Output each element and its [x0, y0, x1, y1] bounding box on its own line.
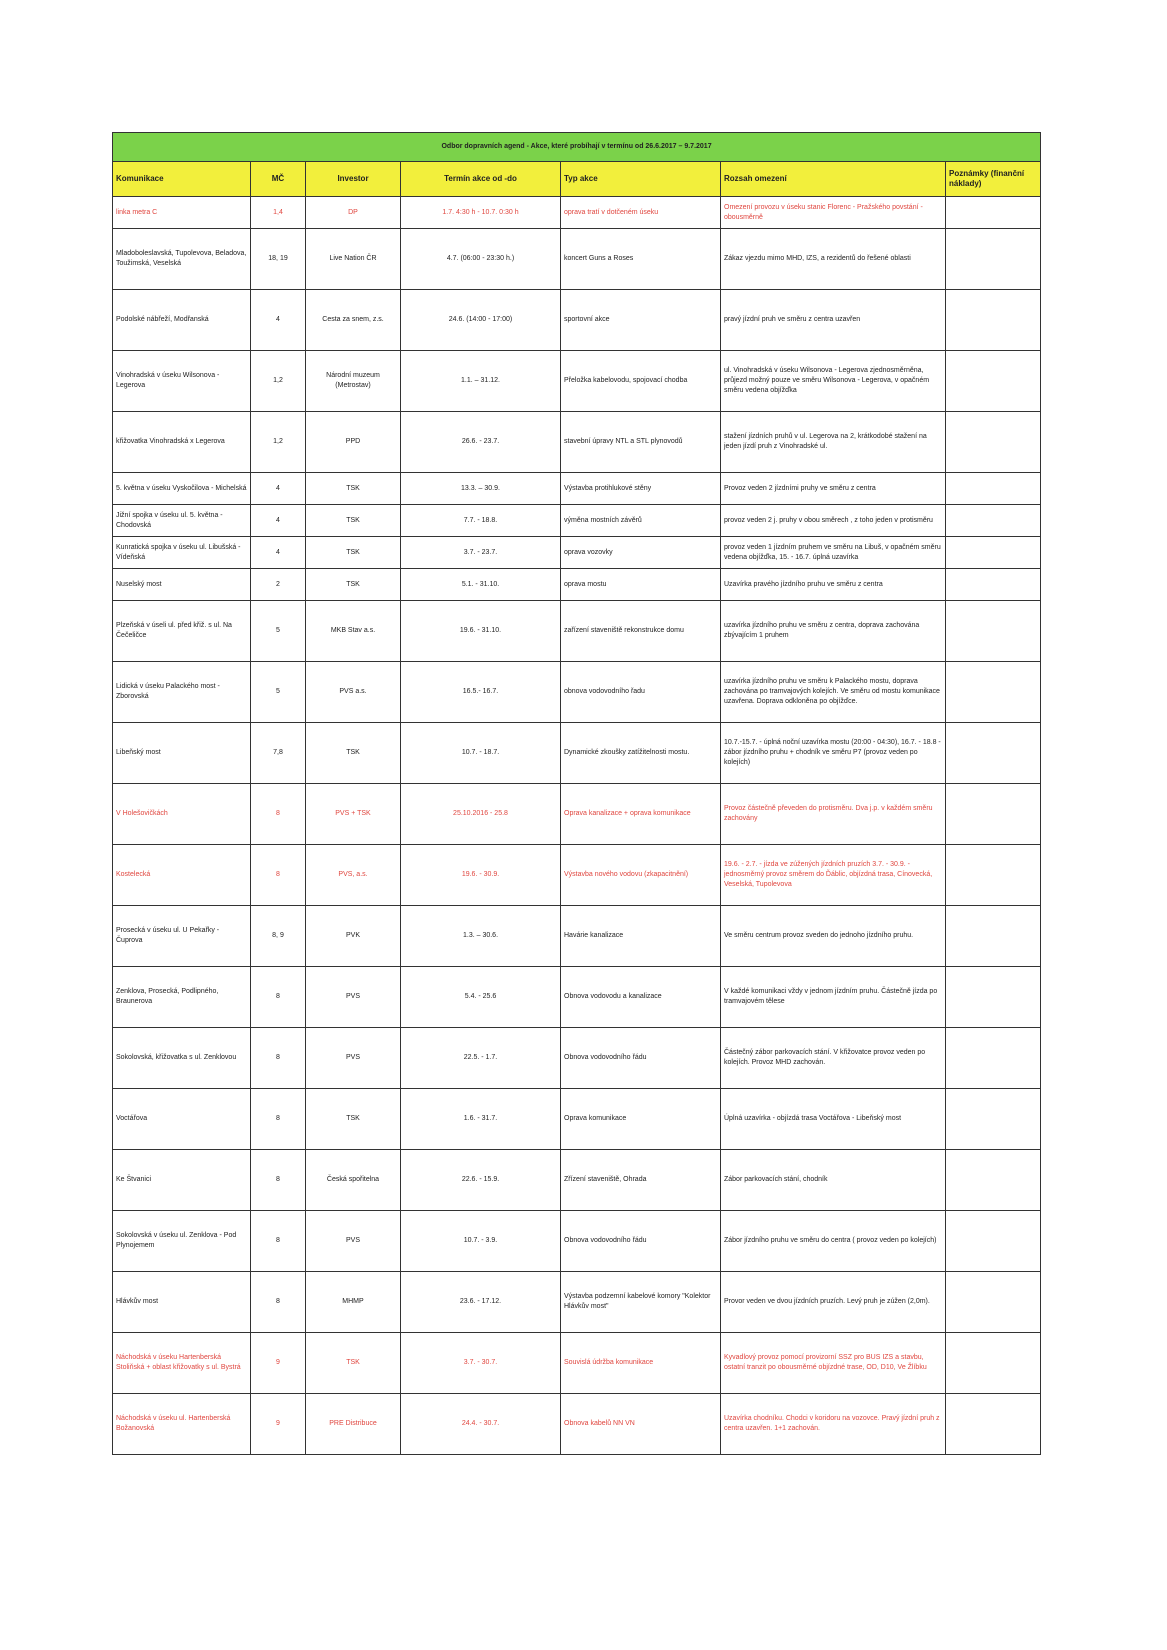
table-cell: 5.1. - 31.10.	[401, 569, 561, 601]
table-cell: uzavírka jízdního pruhu ve směru z centra, doprava zachována zbývajícím 1 pruhem	[721, 601, 946, 662]
table-row	[113, 1333, 1041, 1394]
header-cell: Komunikace	[113, 162, 251, 197]
table-cell: TSK	[306, 505, 401, 537]
table-cell: 1.1. – 31.12.	[401, 351, 561, 412]
table-cell: TSK	[306, 1333, 401, 1394]
table-cell: 5.4. - 25.6	[401, 967, 561, 1028]
table-cell	[946, 473, 1041, 505]
table-cell: Obnova vodovodního řádu	[561, 1028, 721, 1089]
table-cell: Kyvadlový provoz pomocí provizorní SSZ pro BUS IZS a stavbu, ostatní tranzit po obousměrné objízdné trase, OD, D10, Ve Žlíbku	[721, 1333, 946, 1394]
table-cell: křižovatka Vinohradská x Legerova	[113, 412, 251, 473]
table-cell: Obnova kabelů NN VN	[561, 1394, 721, 1455]
table-cell	[946, 1394, 1041, 1455]
table-cell: 19.6. - 2.7. - jízda ve zúžených jízdních pruzích 3.7. - 30.9. - jednosměrný provoz směrem do Ďáblic, objízdná trasa, Cínovecká, Veselská, Tupolevova	[721, 845, 946, 906]
table-cell: 13.3. – 30.9.	[401, 473, 561, 505]
table-cell: TSK	[306, 473, 401, 505]
table-cell: Sokolovská, křižovatka s ul. Zenklovou	[113, 1028, 251, 1089]
table-cell: Cesta za snem, z.s.	[306, 290, 401, 351]
table-cell: 3.7. - 23.7.	[401, 537, 561, 569]
table-cell: DP	[306, 197, 401, 229]
table-cell: Hlávkův most	[113, 1272, 251, 1333]
table-cell	[946, 906, 1041, 967]
table-cell	[946, 351, 1041, 412]
table-cell: oprava vozovky	[561, 537, 721, 569]
table-cell: ul. Vinohradská v úseku Wilsonova - Legerova zjednosměrněna, průjezd možný pouze ve směru Wilsonova - Legerova, v opačném směru vedena objížďka	[721, 351, 946, 412]
events-table	[112, 132, 1041, 1455]
table-row	[113, 537, 1041, 569]
table-cell: 5. května v úseku Vyskočilova - Michelská	[113, 473, 251, 505]
table-cell: Zábor parkovacích stání, chodník	[721, 1150, 946, 1211]
table-cell: 8	[251, 967, 306, 1028]
table-cell: Uzavírka pravého jízdního pruhu ve směru z centra	[721, 569, 946, 601]
table-title: Odbor dopravních agend - Akce, které probíhají v termínu od 26.6.2017 – 9.7.2017	[113, 133, 1041, 162]
table-cell: PRE Distribuce	[306, 1394, 401, 1455]
table-cell	[946, 967, 1041, 1028]
table-cell: 7.7. - 18.8.	[401, 505, 561, 537]
table-row	[113, 1394, 1041, 1455]
table-cell: 19.6. - 30.9.	[401, 845, 561, 906]
table-cell	[946, 197, 1041, 229]
table-cell: oprava mostu	[561, 569, 721, 601]
table-cell: Prosecká v úseku ul. U Pekařky - Čuprova	[113, 906, 251, 967]
table-cell	[946, 1333, 1041, 1394]
table-row	[113, 569, 1041, 601]
table-cell: TSK	[306, 1089, 401, 1150]
table-cell: 8, 9	[251, 906, 306, 967]
table-cell: Kunratická spojka v úseku ul. Libušská - Vídeňská	[113, 537, 251, 569]
table-cell: 1.7. 4:30 h - 10.7. 0:30 h	[401, 197, 561, 229]
header-cell: Typ akce	[561, 162, 721, 197]
table-row	[113, 662, 1041, 723]
table-cell: Voctářova	[113, 1089, 251, 1150]
table-cell	[946, 505, 1041, 537]
table-cell	[946, 723, 1041, 784]
table-cell: Česká spořitelna	[306, 1150, 401, 1211]
table-cell: Uzavírka chodníku. Chodci v koridoru na vozovce. Pravý jízdní pruh z centra uzavřen. 1+1 zachován.	[721, 1394, 946, 1455]
table-row	[113, 723, 1041, 784]
table-row	[113, 229, 1041, 290]
table-cell: 5	[251, 662, 306, 723]
table-cell: 8	[251, 1028, 306, 1089]
table-cell: PPD	[306, 412, 401, 473]
table-cell: Nuselský most	[113, 569, 251, 601]
table-cell: sportovní akce	[561, 290, 721, 351]
table-cell: 19.6. - 31.10.	[401, 601, 561, 662]
table-cell: Výstavba nového vodovu (zkapacitnění)	[561, 845, 721, 906]
table-cell: Mladoboleslavská, Tupolevova, Beladova, Toužimská, Veselská	[113, 229, 251, 290]
table-cell: pravý jízdní pruh ve směru z centra uzavřen	[721, 290, 946, 351]
table-cell: PVS	[306, 967, 401, 1028]
table-cell: 8	[251, 1272, 306, 1333]
table-cell: 23.6. - 17.12.	[401, 1272, 561, 1333]
table-cell: Ke Štvanici	[113, 1150, 251, 1211]
table-cell: 16.5.- 16.7.	[401, 662, 561, 723]
table-cell	[946, 290, 1041, 351]
table-cell: 8	[251, 1211, 306, 1272]
table-cell: 4.7. (06:00 - 23:30 h.)	[401, 229, 561, 290]
table-cell: 8	[251, 784, 306, 845]
table-cell: výměna mostních závěrů	[561, 505, 721, 537]
table-cell: TSK	[306, 569, 401, 601]
table-cell: 8	[251, 1089, 306, 1150]
table-cell: 10.7. - 18.7.	[401, 723, 561, 784]
table-cell: 25.10.2016 - 25.8	[401, 784, 561, 845]
table-cell	[946, 1211, 1041, 1272]
header-cell: Investor	[306, 162, 401, 197]
table-cell: 26.6. - 23.7.	[401, 412, 561, 473]
table-cell	[946, 229, 1041, 290]
table-cell: obnova vodovodního řadu	[561, 662, 721, 723]
table-cell: koncert Guns a Roses	[561, 229, 721, 290]
table-row	[113, 1028, 1041, 1089]
table-cell: MKB Stav a.s.	[306, 601, 401, 662]
table-cell	[946, 601, 1041, 662]
table-row	[113, 473, 1041, 505]
table-cell: 5	[251, 601, 306, 662]
table-cell: TSK	[306, 723, 401, 784]
table-cell: Oprava kanalizace + oprava komunikace	[561, 784, 721, 845]
table-cell: PVK	[306, 906, 401, 967]
table-row	[113, 1211, 1041, 1272]
table-row	[113, 906, 1041, 967]
table-cell: Dynamické zkoušky zatížitelnosti mostu.	[561, 723, 721, 784]
table-cell: 4	[251, 537, 306, 569]
table-cell: Vinohradská v úseku Wilsonova - Legerova	[113, 351, 251, 412]
table-row	[113, 784, 1041, 845]
table-cell: 1,2	[251, 412, 306, 473]
table-cell: Zábor jízdního pruhu ve směru do centra ( provoz veden po kolejích)	[721, 1211, 946, 1272]
table-cell: oprava tratí v dotčeném úseku	[561, 197, 721, 229]
table-cell: 7,8	[251, 723, 306, 784]
table-cell: 10.7.-15.7. - úplná noční uzavírka mostu (20:00 - 04:30), 16.7. - 18.8 - zábor jízdního pruhu + chodník ve směru P7 (provoz veden po kolejích)	[721, 723, 946, 784]
table-cell: 4	[251, 290, 306, 351]
table-cell: Libeňský most	[113, 723, 251, 784]
table-cell: V každé komunikaci vždy v jednom jízdním pruhu. Částečně jízda po tramvajovém tělese	[721, 967, 946, 1028]
table-cell: provoz veden 1 jízdním pruhem ve směru na Libuš, v opačném směru vedena objížďka, 15. - 16.7. úplná uzavírka	[721, 537, 946, 569]
table-cell: 1.3. – 30.6.	[401, 906, 561, 967]
table-cell	[946, 1150, 1041, 1211]
table-cell: PVS a.s.	[306, 662, 401, 723]
table-cell: uzavírka jízdního pruhu ve směru k Palackého mostu, doprava zachována po tramvajových kolejích. Ve směru od mostu komunikace uzavřena. Doprava odkloněna po objížďce.	[721, 662, 946, 723]
table-cell: Provor veden ve dvou jízdních pruzích. Levý pruh je zúžen (2,0m).	[721, 1272, 946, 1333]
table-cell: 24.6. (14:00 - 17:00)	[401, 290, 561, 351]
table-row	[113, 1272, 1041, 1333]
table-cell: Provoz veden 2 jízdními pruhy ve směru z centra	[721, 473, 946, 505]
table-cell: Provoz částečně převeden do protisměru. Dva j.p. v každém směru zachovány	[721, 784, 946, 845]
table-cell: linka metra C	[113, 197, 251, 229]
table-cell: 18, 19	[251, 229, 306, 290]
table-row	[113, 1089, 1041, 1150]
table-cell: Plzeňská v úseli ul. před křiž. s ul. Na Čečeličce	[113, 601, 251, 662]
table-row	[113, 967, 1041, 1028]
table-cell: Kostelecká	[113, 845, 251, 906]
table-cell: Podolské nábřeží, Modřanská	[113, 290, 251, 351]
table-cell: Omezení provozu v úseku stanic Florenc - Pražského povstání - obousměrně	[721, 197, 946, 229]
table-cell: MHMP	[306, 1272, 401, 1333]
table-cell: 4	[251, 473, 306, 505]
table-cell	[946, 1272, 1041, 1333]
table-cell	[946, 784, 1041, 845]
table-row	[113, 197, 1041, 229]
table-cell: 22.5. - 1.7.	[401, 1028, 561, 1089]
table-cell: 1,2	[251, 351, 306, 412]
table-cell: PVS	[306, 1211, 401, 1272]
table-cell: Lidická v úseku Palackého most - Zborovská	[113, 662, 251, 723]
table-cell	[946, 412, 1041, 473]
table-cell	[946, 1028, 1041, 1089]
table-cell: Náchodská v úseku Hartenberská Stoliňská + oblast křižovatky s ul. Bystrá	[113, 1333, 251, 1394]
table-cell: 4	[251, 505, 306, 537]
table-cell	[946, 1089, 1041, 1150]
table-cell: Výstavba protihlukové stěny	[561, 473, 721, 505]
table-row	[113, 505, 1041, 537]
table-cell: Sokolovská v úseku ul. Zenklova - Pod Plynojemem	[113, 1211, 251, 1272]
table-cell: Zenklova, Prosecká, Podlipného, Braunerova	[113, 967, 251, 1028]
table-cell: Zřízení staveniště, Ohrada	[561, 1150, 721, 1211]
table-cell: Obnova vodovodního řádu	[561, 1211, 721, 1272]
table-cell: 10.7. - 3.9.	[401, 1211, 561, 1272]
table-cell: Obnova vodovodu a kanalizace	[561, 967, 721, 1028]
table-row	[113, 601, 1041, 662]
table-cell: Přeložka kabelovodu, spojovací chodba	[561, 351, 721, 412]
table-cell: Výstavba podzemní kabelové komory "Kolektor Hlávkův most"	[561, 1272, 721, 1333]
table-cell: Oprava komunikace	[561, 1089, 721, 1150]
header-cell: Termín akce od -do	[401, 162, 561, 197]
table-cell: Náchodská v úseku ul. Hartenberská Božanovská	[113, 1394, 251, 1455]
table-cell: stavební úpravy NTL a STL plynovodů	[561, 412, 721, 473]
table-cell: Live Nation ČR	[306, 229, 401, 290]
table-cell: Zákaz vjezdu mimo MHD, IZS, a rezidentů do řešené oblasti	[721, 229, 946, 290]
table-cell: Jižní spojka v úseku ul. 5. května - Chodovská	[113, 505, 251, 537]
table-cell	[946, 537, 1041, 569]
table-cell	[946, 569, 1041, 601]
table-cell: Ve směru centrum provoz sveden do jednoho jízdního pruhu.	[721, 906, 946, 967]
table-cell: stažení jízdních pruhů v ul. Legerova na 2, krátkodobé stažení na jeden jízdí pruh z Vinohradské ul.	[721, 412, 946, 473]
table-row	[113, 351, 1041, 412]
table-cell: 24.4. - 30.7.	[401, 1394, 561, 1455]
header-row	[113, 162, 1041, 197]
table-cell: V Holešovičkách	[113, 784, 251, 845]
table-cell: 8	[251, 845, 306, 906]
table-cell: 9	[251, 1333, 306, 1394]
table-cell: provoz veden 2 j. pruhy v obou směrech , z toho jeden v protisměru	[721, 505, 946, 537]
table-cell: 1,4	[251, 197, 306, 229]
table-cell: Úplná uzavírka - objízdá trasa Voctářova - Libeňský most	[721, 1089, 946, 1150]
table-cell: PVS, a.s.	[306, 845, 401, 906]
header-cell: Poznámky (finanční náklady)	[946, 162, 1041, 197]
table-cell: 8	[251, 1150, 306, 1211]
table-cell: 1.6. - 31.7.	[401, 1089, 561, 1150]
table-cell: PVS	[306, 1028, 401, 1089]
table-cell: Souvislá údržba komunikace	[561, 1333, 721, 1394]
table-cell	[946, 662, 1041, 723]
table-cell: Havárie kanalizace	[561, 906, 721, 967]
table-cell: PVS + TSK	[306, 784, 401, 845]
table-cell: 2	[251, 569, 306, 601]
header-cell: MČ	[251, 162, 306, 197]
table-cell: 3.7. - 30.7.	[401, 1333, 561, 1394]
table-cell: 22.6. - 15.9.	[401, 1150, 561, 1211]
table-cell: zařízení staveniště rekonstrukce domu	[561, 601, 721, 662]
table-row	[113, 1150, 1041, 1211]
table-cell: Částečný zábor parkovacích stání. V křižovatce provoz veden po kolejích. Provoz MHD zachován.	[721, 1028, 946, 1089]
table-row	[113, 845, 1041, 906]
table-cell	[946, 845, 1041, 906]
table-cell: TSK	[306, 537, 401, 569]
table-cell: Národní muzeum (Metrostav)	[306, 351, 401, 412]
table-row	[113, 412, 1041, 473]
table-cell: 9	[251, 1394, 306, 1455]
table-row	[113, 290, 1041, 351]
header-cell: Rozsah omezení	[721, 162, 946, 197]
